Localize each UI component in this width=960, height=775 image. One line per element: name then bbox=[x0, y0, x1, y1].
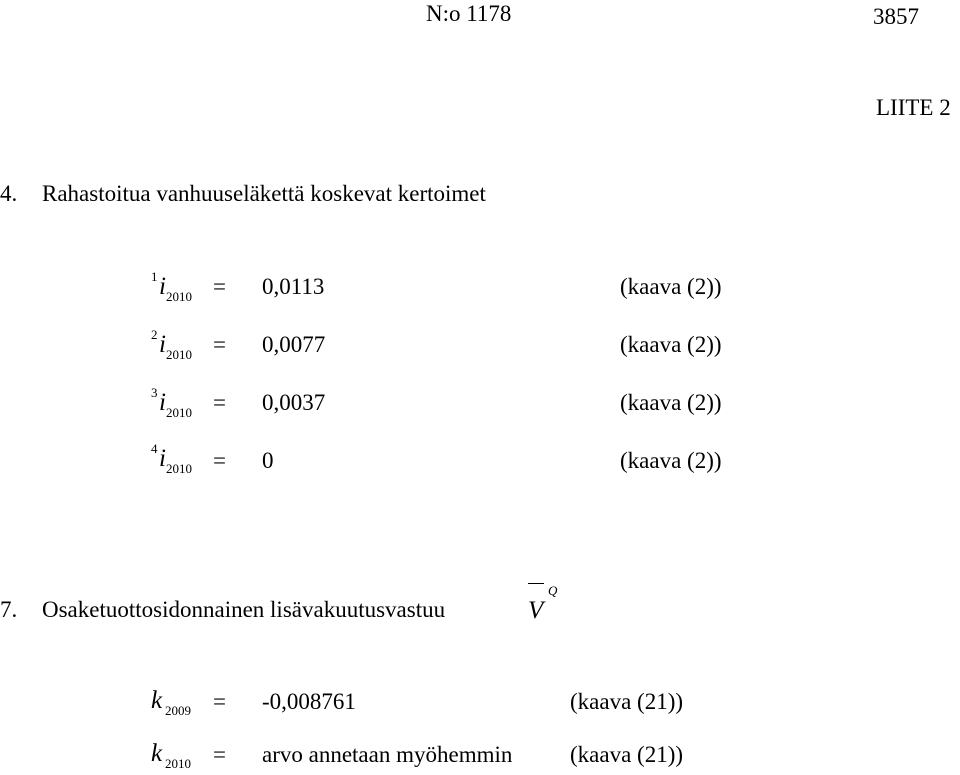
k-value: arvo annetaan myöhemmin bbox=[262, 742, 513, 767]
issue-number: N:o 1178 bbox=[426, 1, 512, 26]
coefficient-prefix: 1 bbox=[151, 269, 158, 284]
formula-reference: (kaava (2)) bbox=[620, 390, 722, 415]
coefficient-value: 0,0113 bbox=[262, 274, 325, 299]
equals-sign: = bbox=[213, 274, 226, 299]
equals-sign: = bbox=[213, 390, 226, 415]
k-value: -0,008761 bbox=[262, 689, 356, 714]
section-7-number: 7. bbox=[0, 597, 18, 622]
formula-reference: (kaava (2)) bbox=[620, 448, 722, 473]
section-4-number: 4. bbox=[0, 181, 18, 206]
formula-reference: (kaava (2)) bbox=[620, 332, 722, 357]
coefficient-value: 0 bbox=[262, 448, 274, 473]
coefficient-symbol: i bbox=[159, 331, 166, 358]
coefficient-row-2 bbox=[0, 322, 960, 362]
equals-sign: = bbox=[213, 689, 226, 714]
appendix-label: LIITE 2 bbox=[876, 95, 951, 120]
equals-sign: = bbox=[213, 742, 226, 767]
k-subscript: 2010 bbox=[165, 756, 191, 771]
section-4-title: Rahastoitua vanhuuseläkettä koskevat kertoimet bbox=[42, 181, 486, 206]
v-superscript: Q bbox=[548, 583, 558, 598]
coefficient-row-4 bbox=[0, 436, 960, 476]
v-symbol: V bbox=[528, 597, 544, 624]
v-overline bbox=[528, 583, 544, 584]
coefficient-subscript: 2010 bbox=[166, 405, 192, 420]
coefficient-subscript: 2010 bbox=[166, 461, 192, 476]
formula-reference: (kaava (21)) bbox=[570, 689, 684, 714]
page-number: 3857 bbox=[873, 4, 919, 29]
coefficient-symbol: i bbox=[159, 445, 166, 472]
coefficient-value: 0,0037 bbox=[262, 390, 326, 415]
equals-sign: = bbox=[213, 332, 226, 357]
coefficient-prefix: 3 bbox=[151, 385, 158, 400]
coefficient-subscript: 2010 bbox=[166, 289, 192, 304]
k-symbol: k bbox=[151, 740, 163, 767]
k-symbol: k bbox=[151, 687, 163, 714]
equals-sign: = bbox=[213, 448, 226, 473]
k-row-2 bbox=[0, 733, 960, 773]
coefficient-symbol: i bbox=[159, 273, 166, 300]
coefficient-prefix: 4 bbox=[151, 441, 158, 456]
formula-reference: (kaava (21)) bbox=[570, 742, 684, 767]
coefficient-value: 0,0077 bbox=[262, 332, 326, 357]
k-subscript: 2009 bbox=[165, 703, 191, 718]
formula-reference: (kaava (2)) bbox=[620, 274, 722, 299]
coefficient-prefix: 2 bbox=[151, 327, 158, 342]
coefficient-row-3 bbox=[0, 380, 960, 420]
coefficient-subscript: 2010 bbox=[166, 347, 192, 362]
k-row-1 bbox=[0, 680, 960, 720]
coefficient-symbol: i bbox=[159, 389, 166, 416]
coefficient-row-1 bbox=[0, 264, 960, 304]
section-7-title: Osaketuottosidonnainen lisävakuutusvastuu bbox=[42, 597, 446, 622]
